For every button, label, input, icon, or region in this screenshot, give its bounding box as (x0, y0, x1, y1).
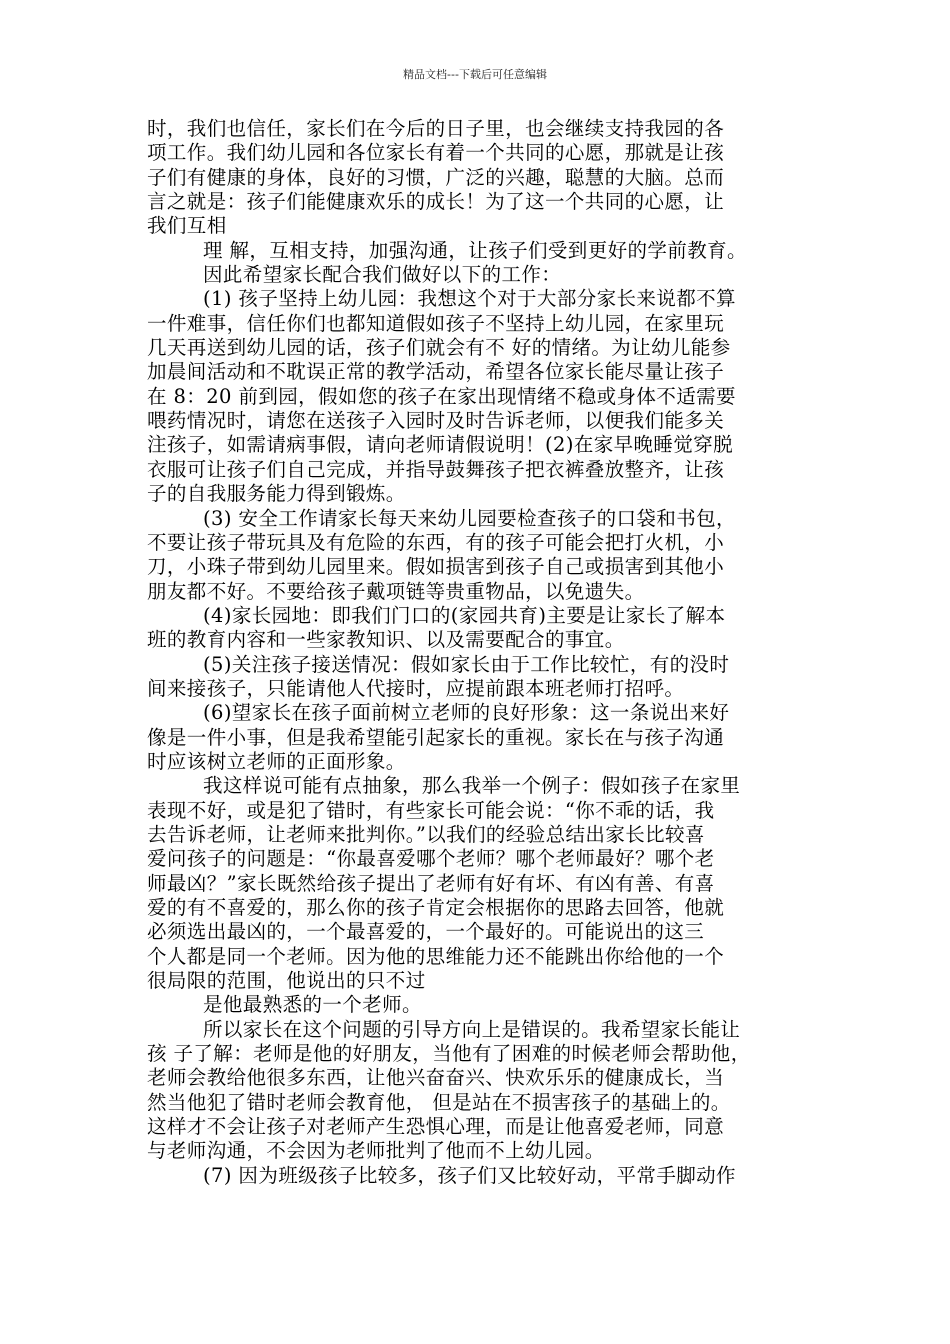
text-line: 与老师沟通，不会因为老师批判了他而不上幼儿园。 (147, 1139, 605, 1163)
text-line: (1) 孩子坚持上幼儿园：我想这个对于大部分家长来说都不算 (203, 287, 736, 311)
text-line: (4)家长园地：即我们门口的(家园共育)主要是让家长了解本 (203, 603, 726, 627)
text-line: 是他最熟悉的一个老师。 (203, 993, 422, 1017)
text-line: 很局限的范围，他说出的只不过 (147, 969, 426, 993)
text-line: 表现不好，或是犯了错时，有些家长可能会说：“你不乖的话，我 (147, 798, 715, 822)
text-line: 所以家长在这个问题的引导方向上是错误的。我希望家长能让 (203, 1017, 741, 1041)
text-line: 子的自我服务能力得到锻炼。 (147, 482, 406, 506)
text-line: 一件难事，信任你们也都知道假如孩子不坚持上幼儿园，在家里玩 (147, 311, 725, 335)
text-line: 老师会教给他很多东西，让他兴奋奋兴、快欢乐乐的健康成长，当 (147, 1066, 725, 1090)
text-line: 喂药情况时，请您在送孩子入园时及时告诉老师，以便我们能多关 (147, 409, 725, 433)
text-line: (7) 因为班级孩子比较多，孩子们又比较好动，平常手脚动作 (203, 1163, 736, 1187)
document-body (147, 117, 811, 1188)
text-line: 理 解，互相支持，加强沟通，让孩子们受到更好的学前教育。 (203, 238, 747, 262)
text-line: 必须选出最凶的，一个最喜爱的，一个最好的。可能说出的这三 (147, 920, 705, 944)
text-line: 时应该树立老师的正面形象。 (147, 749, 406, 773)
text-line: 间来接孩子，只能请他人代接时，应提前跟本班老师打招呼。 (147, 676, 685, 700)
text-line: 爱的有不喜爱的，那么你的孩子肯定会根据你的思路去回答，他就 (147, 896, 725, 919)
text-line: 时，我们也信任，家长们在今后的日子里，也会继续支持我园的各 (147, 117, 725, 140)
text-line: 这样才不会让孩子对老师产生恐惧心理，而是让他喜爱老师，同意 (147, 1115, 725, 1139)
text-line: 我们互相 (147, 214, 227, 238)
text-line: 几天再送到幼儿园的话，孩子们就会有不 好的情绪。为让幼儿能参 (147, 336, 731, 360)
text-line: 像是一件小事，但是我希望能引起家长的重视。家长在与孩子沟通 (147, 725, 725, 749)
text-line: 我这样说可能有点抽象，那么我举一个例子：假如孩子在家里 (203, 774, 741, 798)
text-line: 子们有健康的身体，良好的习惯，广泛的兴趣，聪慧的大脑。总而 (147, 165, 725, 189)
text-line: 然当他犯了错时老师会教育他， 但是站在不损害孩子的基础上的。 (147, 1090, 731, 1114)
text-line: 刀，小珠子带到幼儿园里来。假如损害到孩子自己或损害到其他小 (147, 555, 725, 579)
text-line: 孩 子了解：老师是他的好朋友，当他有了困难的时候老师会帮助他， (147, 1042, 751, 1066)
text-line: 不要让孩子带玩具及有危险的东西，有的孩子可能会把打火机，小 (147, 530, 725, 554)
text-line: 个人都是同一个老师。因为他的思维能力还不能跳出你给他的一个 (147, 944, 725, 968)
text-line: 朋友都不好。不要给孩子戴项链等贵重物品，以免遗失。 (147, 579, 645, 603)
page-header: 精品文档---下载后可任意编辑 (403, 68, 547, 81)
text-line: 去告诉老师，让老师来批判你。”以我们的经验总结出家长比较喜 (147, 822, 705, 846)
text-line: 班的教育内容和一些家教知识、以及需要配合的事宜。 (147, 628, 625, 652)
text-line: (3) 安全工作请家长每天来幼儿园要检查孩子的口袋和书包， (203, 506, 736, 530)
text-line: 爱问孩子的问题是：“你最喜爱哪个老师？哪个老师最好？哪个老 (147, 847, 715, 871)
text-line: (6)望家长在孩子面前树立老师的良好形象：这一条说出来好 (203, 701, 730, 725)
text-line: 在 8：20 前到园，假如您的孩子在家出现情绪不稳或身体不适需要 (147, 384, 736, 408)
text-line: 注孩子，如需请病事假，请向老师请假说明！(2)在家早晚睡觉穿脱 (147, 433, 734, 457)
text-line: 因此希望家长配合我们做好以下的工作： (203, 263, 562, 287)
text-line: (5)关注孩子接送情况：假如家长由于工作比较忙，有的没时 (203, 652, 730, 676)
text-line: 项工作。我们幼儿园和各位家长有着一个共同的心愿，那就是让孩 (147, 141, 725, 165)
text-line: 衣服可让孩子们自己完成，并指导鼓舞孩子把衣裤叠放整齐，让孩 (147, 457, 725, 481)
text-line: 加晨间活动和不耽误正常的教学活动，希望各位家长能尽量让孩子 (147, 360, 725, 384)
text-line: 言之就是：孩子们能健康欢乐的成长！为了这一个共同的心愿，让 (147, 190, 725, 214)
text-line: 师最凶？”家长既然给孩子提出了老师有好有坏、有凶有善、有喜 (147, 871, 715, 895)
